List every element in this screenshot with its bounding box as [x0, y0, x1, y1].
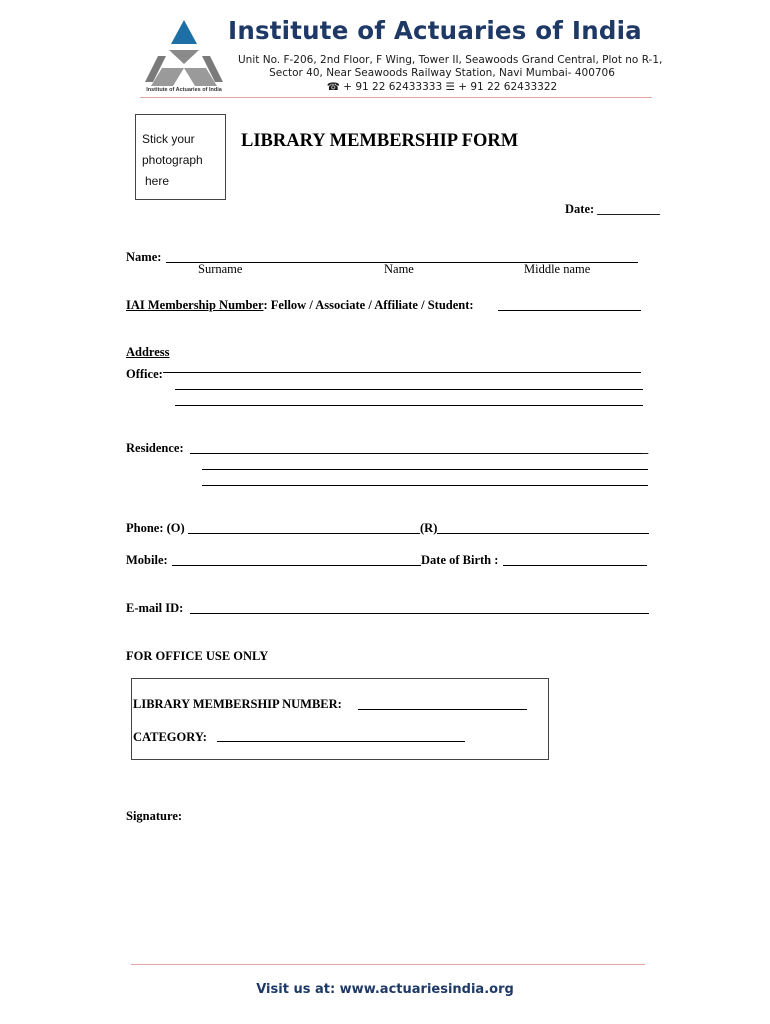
office-address-line-2[interactable] — [175, 389, 643, 390]
membership-number-label: IAI Membership Number — [126, 298, 264, 312]
photo-placeholder-box — [135, 114, 226, 200]
phone-residence-input-line[interactable] — [437, 533, 649, 534]
office-address-label: Office: — [126, 367, 163, 381]
category-input-line[interactable] — [217, 741, 465, 742]
photo-text-line-1: Stick your — [142, 132, 195, 146]
logo-caption: Institute of Actuaries of India — [146, 87, 222, 93]
name-label: Name: — [126, 250, 162, 264]
office-use-box — [131, 678, 549, 760]
residence-address-line-3[interactable] — [202, 485, 648, 486]
organization-title: Institute of Actuaries of India — [228, 16, 642, 45]
signature-label: Signature: — [126, 809, 183, 823]
library-membership-number-label: LIBRARY MEMBERSHIP NUMBER: — [133, 697, 342, 711]
residence-address-line-2[interactable] — [202, 469, 648, 470]
photo-text-line-2: photograph — [142, 153, 203, 167]
category-label: CATEGORY: — [133, 730, 207, 744]
office-address-line-1[interactable] — [163, 372, 641, 373]
residence-address-line-1[interactable] — [190, 453, 642, 454]
address-line-2: Sector 40, Near Seawoods Railway Station, Navi Mumbai- 400706 — [269, 67, 615, 79]
footer-divider — [131, 964, 645, 965]
photo-instructions — [142, 129, 222, 192]
footer-website-link[interactable]: Visit us at: www.actuariesindia.org — [256, 982, 514, 997]
office-address-line-3[interactable] — [175, 405, 643, 406]
phone-office-label: Phone: (O) — [126, 521, 185, 535]
date-field[interactable]: Date: __________ — [565, 202, 660, 216]
office-use-heading: FOR OFFICE USE ONLY — [126, 649, 269, 663]
phone-office-input-line[interactable] — [188, 533, 420, 534]
address-line-1: Unit No. F-206, 2nd Floor, F Wing, Tower II, Seawoods Grand Central, Plot no R-1, — [238, 54, 663, 66]
photo-text-line-3: here — [145, 174, 170, 188]
surname-sublabel: Surname — [198, 262, 243, 276]
membership-type-options: : Fellow / Associate / Affiliate / Student: — [263, 298, 474, 312]
library-membership-number-input-line[interactable] — [358, 709, 527, 710]
email-input-line[interactable] — [190, 613, 649, 614]
residence-address-label: Residence: — [126, 441, 184, 455]
middle-name-sublabel: Middle name — [524, 262, 591, 276]
header-divider — [140, 97, 652, 98]
date-of-birth-input-line[interactable] — [503, 565, 647, 566]
mobile-label: Mobile: — [126, 553, 168, 567]
address-heading: Address — [126, 345, 170, 359]
email-label: E-mail ID: — [126, 601, 184, 615]
date-of-birth-label: Date of Birth : — [421, 553, 499, 567]
contact-phone-fax: ☎ + 91 22 62433333 ☰ + 91 22 62433322 — [326, 81, 558, 93]
phone-residence-label: (R) — [420, 521, 438, 535]
mobile-input-line[interactable] — [172, 565, 421, 566]
membership-number-row — [126, 298, 474, 313]
residence-trailing-mark: _ — [642, 441, 649, 455]
name-sublabel: Name — [384, 262, 414, 276]
membership-number-input-line[interactable] — [498, 310, 641, 311]
form-title: LIBRARY MEMBERSHIP FORM — [241, 131, 519, 151]
